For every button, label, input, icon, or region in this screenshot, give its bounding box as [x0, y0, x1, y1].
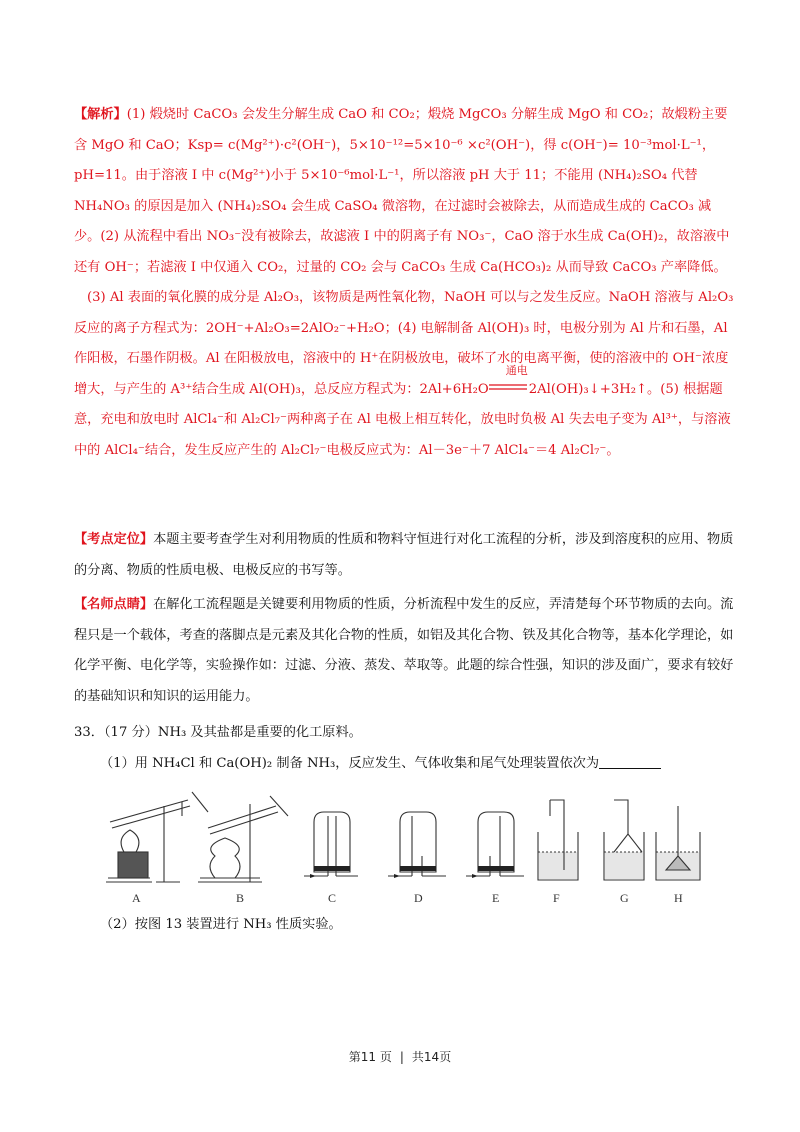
- apparatus-g: [604, 800, 644, 880]
- apparatus-e: [466, 812, 524, 878]
- electrolysis-arrow: [489, 363, 529, 394]
- page-total: 共14页: [411, 1050, 452, 1064]
- apparatus-c: [304, 812, 358, 878]
- apparatus-f: [538, 800, 578, 880]
- apparatus-label-b: B: [236, 891, 245, 905]
- analysis-section-2: [74, 283, 734, 466]
- apparatus-label-c: C: [328, 891, 337, 905]
- apparatus-figure: [100, 786, 720, 906]
- mingshi-section: [74, 590, 734, 712]
- answer-blank[interactable]: [599, 754, 661, 769]
- double-line-icon: [489, 383, 529, 393]
- apparatus-label-g: G: [620, 891, 629, 905]
- question-part1: [100, 753, 661, 775]
- apparatus-a: [106, 792, 208, 882]
- mingshi-tag: 【名师点睛】: [74, 597, 154, 612]
- analysis-body-3: 2Al(OH)₃↓+3H₂↑。(5) 根据题意，充电和放电时 AlCl₄⁻和 Al₂Cl₇⁻两种离子在 Al 电极上相互转化，放电时负极 Al 失去电子变为 Al³⁺，与溶液中的 AlCl₄⁻结合，发生反应产生的 Al₂Cl₇⁻电极反应式为：Al－3e⁻＋7 AlCl₄⁻＝4 Al₂Cl₇⁻。: [74, 381, 731, 458]
- analysis-tag: 【解析】: [74, 107, 127, 122]
- page-footer: [0, 1048, 800, 1065]
- kaodian-section: [74, 525, 734, 586]
- question-part2: （2）按图 13 装置进行 NH₃ 性质实验。: [100, 917, 342, 932]
- analysis-body: (1) 煅烧时 CaCO₃ 会发生分解生成 CaO 和 CO₂；煅烧 MgCO₃ 分解生成 MgO 和 CO₂；故煅粉主要含 MgO 和 CaO；Ksp= c(Mg²⁺)·c²(OH⁻)，5×10⁻¹²=5×10⁻⁶ ×c²(OH⁻)，得 c(OH⁻)= 10⁻³mol·L⁻¹， pH=11。由于溶液 I 中 c(Mg²⁺)小于 5×10⁻⁶mol·L⁻¹，所以溶液 pH 大于 11；不能用 (NH₄)₂SO₄ 代替 NH₄NO₃ 的原因是加入 (NH₄)₂SO₄ 会生成 CaSO₄ 微溶物，在过滤时会被除去，从而造成生成的 CaCO₃ 减少。(2) 从流程中看出 NO₃⁻没有被除去，故滤液 I 中的阴离子有 NO₃⁻，CaO 溶于水生成 Ca(OH)₂，故溶液中还有 OH⁻；若滤液 I 中仅通入 CO₂，过量的 CO₂ 会与 CaCO₃ 生成 Ca(HCO₃)₂ 从而导致 CaCO₃ 产率降低。: [74, 107, 730, 275]
- apparatus-label-a: A: [132, 891, 141, 905]
- electrolysis-arrow-label: 通电: [505, 363, 528, 377]
- analysis-body-2: (3) Al 表面的氧化膜的成分是 Al₂O₃，该物质是两性氧化物，NaOH 可以与之发生反应。NaOH 溶液与 Al₂O₃ 反应的离子方程式为：2OH⁻+Al₂O₃=2AlO₂⁻+H₂O；(4) 电解制备 Al(OH)₃ 时，电极分别为 Al 片和石墨，Al 作阳极，石墨作阴极。Al 在阳极放电，溶液中的 H⁺在阴极放电，破坏了水的电离平衡，使的溶液中的 OH⁻浓度增大，与产生的 A³⁺结合生成 Al(OH)₃，总反应方程式为：2Al+6H₂O: [74, 290, 734, 397]
- apparatus-b: [198, 796, 288, 882]
- apparatus-label-h: H: [674, 891, 683, 905]
- mingshi-body: 在解化工流程题是关键要利用物质的性质，分析流程中发生的反应，弄清楚每个环节物质的去向。流程只是一个载体，考查的落脚点是元素及其化合物的性质，如铝及其化合物、铁及其化合物等，基本化学理论，如化学平衡、电化学等，实验操作如：过滤、分液、蒸发、萃取等。此题的综合性强，知识的涉及面广，要求有较好的基础知识和知识的运用能力。: [74, 597, 734, 704]
- question-stem: 33．（17 分）NH₃ 及其盐都是重要的化工原料。: [74, 725, 362, 740]
- analysis-section: [74, 100, 734, 283]
- footer-separator: |: [399, 1050, 404, 1064]
- apparatus-label-f: F: [553, 891, 560, 905]
- page-number: 第11 页: [348, 1050, 392, 1064]
- apparatus-d: [388, 812, 446, 878]
- kaodian-tag: 【考点定位】: [74, 532, 154, 547]
- kaodian-body: 本题主要考查学生对利用物质的性质和物料守恒进行对化工流程的分析，涉及到溶度积的应用、物质的分离、物质的性质电极、电极反应的书写等。: [74, 532, 734, 578]
- question-part1-text: （1）用 NH₄Cl 和 Ca(OH)₂ 制备 NH₃，反应发生、气体收集和尾气处理装置依次为: [100, 756, 600, 771]
- apparatus-label-e: E: [492, 891, 500, 905]
- apparatus-h: [656, 806, 700, 880]
- apparatus-label-d: D: [414, 891, 423, 905]
